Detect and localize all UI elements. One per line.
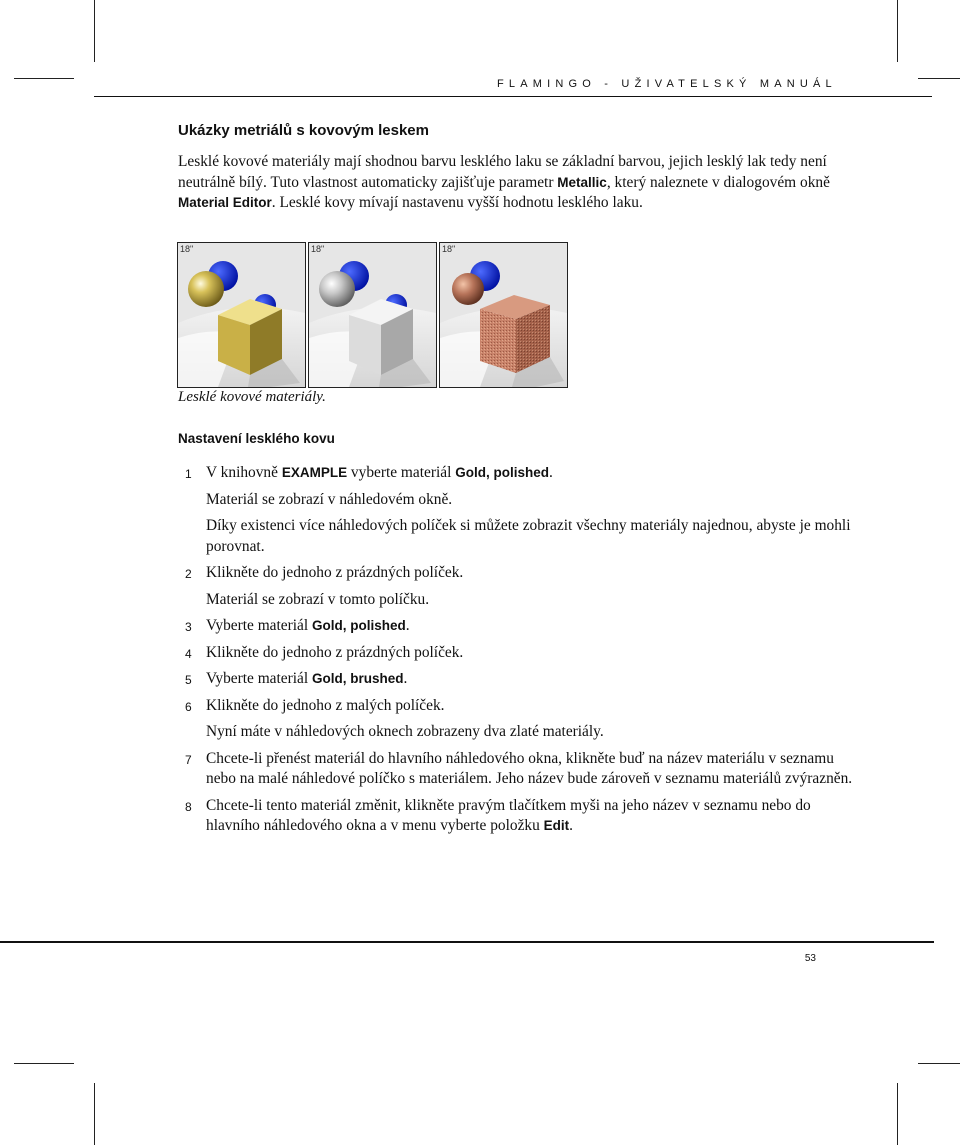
section-title: Ukázky metriálů s kovovým leskem	[178, 122, 429, 139]
page-number: 53	[804, 953, 816, 964]
figure-caption: Lesklé kovové materiály.	[178, 389, 326, 405]
thumbnail-label: 18"	[442, 244, 456, 254]
thumbnail-silver	[308, 242, 437, 388]
step-note: Díky existenci více náhledových políček si můžete zobrazit všechny materiály najednou, abyste je mohli porovnat.	[206, 517, 851, 555]
material-name: Gold, polished	[311, 618, 406, 633]
thumbnail-label: 18"	[311, 244, 325, 254]
subsection-title: Nastavení lesklého kovu	[178, 431, 335, 446]
running-header: FLAMINGO - UŽIVATELSKÝ MANUÁL	[497, 78, 837, 90]
footer-rule	[0, 941, 934, 943]
crop-mark	[918, 78, 960, 79]
step-note: Materiál se zobrazí v tomto políčku.	[206, 590, 430, 608]
step-3: 3 Vyberte materiál Gold, polished.	[178, 616, 858, 637]
thumbnail-label: 18"	[180, 244, 194, 254]
crop-mark	[94, 0, 95, 62]
step-number: 5	[185, 673, 192, 687]
step-number: 8	[185, 799, 192, 814]
crop-mark	[14, 1063, 74, 1064]
step-number: 3	[185, 620, 192, 634]
step-number: 1	[185, 467, 192, 481]
step-8: 8 Chcete-li tento materiál změnit, klikněte pravým tlačítkem myši na jeho název v seznamu nebo do hlavního náhledového okna a v menu vyberte položku Edit.	[185, 796, 811, 834]
step-number: 6	[185, 699, 192, 714]
step-number: 7	[185, 752, 192, 767]
crop-mark	[897, 1083, 898, 1145]
library-name: EXAMPLE	[281, 465, 348, 480]
steps-list	[178, 463, 858, 837]
step-6: 6 Klikněte do jednoho z malých políček.	[178, 696, 858, 717]
crop-mark	[94, 1083, 95, 1145]
intro-paragraph: Lesklé kovové materiály mají shodnou barvu lesklého laku se základní barvou, jejich lesklý lak tedy není neutrálně bílý. Tuto vlastnost automaticky zajišťuje parametr Metallic, který naleznete v dialogovém okně Material Editor. Lesklé kovy mívají nastavenu vyšší hodnotu lesklého laku.	[178, 153, 830, 211]
material-editor-term: Material Editor	[178, 195, 272, 210]
crop-mark	[918, 1063, 960, 1064]
step-4: 4 Klikněte do jednoho z prázdných políček.	[178, 643, 858, 664]
material-name: Gold, polished	[455, 465, 549, 480]
menu-item-name: Edit	[543, 818, 570, 833]
material-name: Gold, brushed	[311, 671, 404, 686]
step-5: 5 Vyberte materiál Gold, brushed.	[178, 669, 858, 690]
step-note: Nyní máte v náhledových oknech zobrazeny dva zlaté materiály.	[206, 723, 604, 740]
step-2: 2 Klikněte do jednoho z prázdných políček.	[178, 563, 858, 584]
metallic-term: Metallic	[557, 174, 607, 190]
step-1: 1 V knihovně EXAMPLE vyberte materiál Gold, polished.	[178, 463, 858, 484]
crop-mark	[14, 78, 74, 79]
header-rule	[94, 96, 932, 97]
step-note: Materiál se zobrazí v náhledovém okně.	[206, 490, 453, 508]
thumbnail-gold	[177, 242, 306, 388]
step-number: 4	[185, 646, 192, 661]
step-number: 2	[185, 567, 192, 581]
step-7: 7 Chcete-li přenést materiál do hlavního náhledového okna, klikněte buď na název materiálu v seznamu nebo na malé náhledové políčko s materiálem. Jeho název bude zároveň v seznamu materiálů zvýrazněn.	[185, 749, 853, 787]
crop-mark	[897, 0, 898, 62]
thumbnail-copper	[439, 242, 568, 388]
